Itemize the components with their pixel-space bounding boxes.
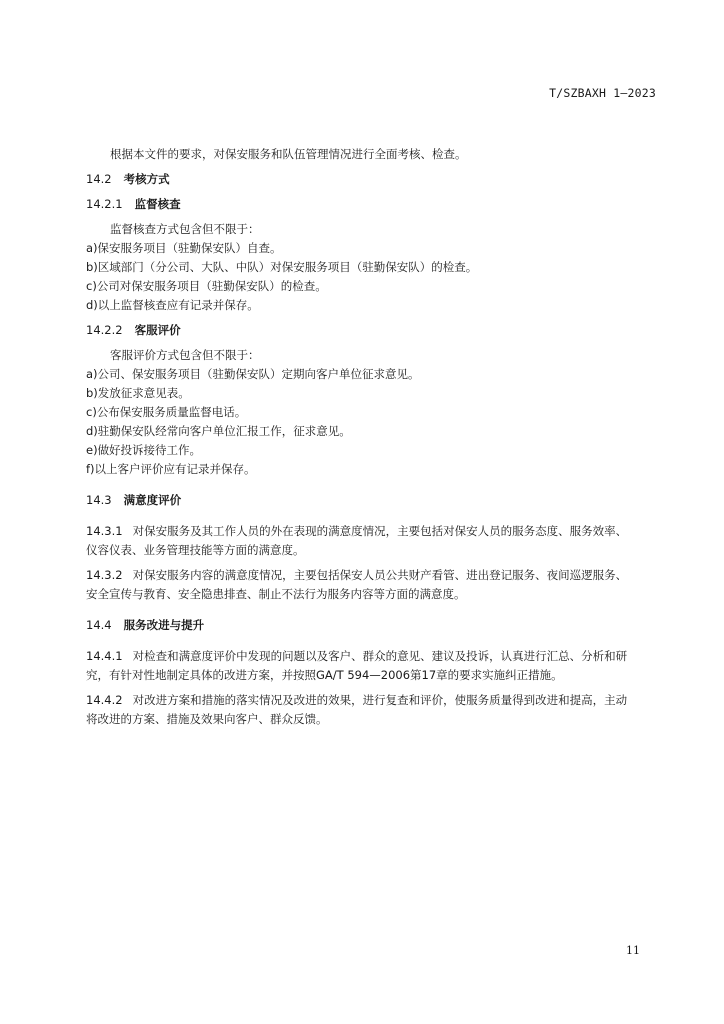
list-text: 以上客户评价应有记录并保存。 — [94, 462, 256, 476]
clause-text: 对改进方案和措施的落实情况及改进的效果，进行复查和评价，使服务质量得到改进和提高，主动将改进的方案、措施及效果向客户、群众反馈。 — [86, 693, 628, 726]
subsection-heading-14-2-1 — [86, 195, 638, 214]
list-item — [86, 441, 638, 460]
subsection-title: 监督核查 — [134, 197, 181, 211]
list-item — [86, 460, 638, 479]
subsection-number: 14.2.1 — [86, 197, 123, 211]
list-item — [86, 277, 638, 296]
section-heading-14-2 — [86, 170, 638, 189]
list-text: 保安服务项目（驻勤保安队）自查。 — [97, 241, 282, 255]
clause-14-3-2 — [86, 566, 638, 604]
list-marker: a) — [86, 367, 98, 381]
clause-number: 14.3.1 — [86, 524, 123, 538]
section-heading-14-4 — [86, 616, 638, 635]
section-title: 满意度评价 — [123, 493, 182, 507]
list-item — [86, 296, 638, 315]
list-text: 发放征求意见表。 — [97, 386, 190, 400]
clause-number: 14.4.1 — [86, 649, 123, 663]
list-text: 公司对保安服务项目（驻勤保安队）的检查。 — [96, 279, 327, 293]
list-text: 公司、保安服务项目（驻勤保安队）定期向客户单位征求意见。 — [97, 367, 420, 381]
section-title: 服务改进与提升 — [123, 618, 205, 632]
list-item — [86, 239, 638, 258]
list-marker: e) — [86, 443, 98, 457]
list-text: 区域部门（分公司、大队、中队）对保安服务项目（驻勤保安队）的检查。 — [97, 260, 478, 274]
clause-text: 对检查和满意度评价中发现的问题以及客户、群众的意见、建议及投诉，认真进行汇总、分析和研究，有针对性地制定具体的改进方案，并按照GA/T 594—2006第17章的要求实施纠正措施。 — [86, 649, 628, 682]
subsection-number: 14.2.2 — [86, 323, 123, 337]
list-marker: c) — [86, 405, 97, 419]
section-number: 14.3 — [86, 493, 112, 507]
list-marker: b) — [86, 260, 98, 274]
clause-number: 14.3.2 — [86, 568, 123, 582]
page-content — [86, 145, 638, 729]
list-marker: b) — [86, 386, 98, 400]
intro-paragraph: 根据本文件的要求，对保安服务和队伍管理情况进行全面考核、检查。 — [110, 147, 467, 161]
list-item — [86, 422, 638, 441]
clause-14-3-1 — [86, 522, 638, 560]
list-item — [86, 258, 638, 277]
clause-text: 对保安服务及其工作人员的外在表现的满意度情况，主要包括对保安人员的服务态度、服务效率、仪容仪表、业务管理技能等方面的满意度。 — [86, 524, 628, 557]
clause-text: 对保安服务内容的满意度情况，主要包括保安人员公共财产看管、进出登记服务、夜间巡逻服务、安全宣传与教育、安全隐患排查、制止不法行为服务内容等方面的满意度。 — [86, 568, 628, 601]
section-title: 考核方式 — [123, 172, 170, 186]
subsection-lead: 监督核查方式包含但不限于： — [110, 222, 260, 236]
clause-14-4-2 — [86, 691, 638, 729]
document-code: T/SZBAXH 1—2023 — [549, 86, 656, 100]
list-marker: a) — [86, 241, 98, 255]
page-number: 11 — [626, 944, 640, 957]
list-marker: f) — [86, 462, 95, 476]
list-text: 以上监督核查应有记录并保存。 — [97, 298, 259, 312]
clause-14-4-1 — [86, 647, 638, 685]
subsection-lead: 客服评价方式包含但不限于： — [110, 348, 260, 362]
list-item — [86, 384, 638, 403]
subsection-heading-14-2-2 — [86, 321, 638, 340]
list-marker: d) — [86, 424, 98, 438]
subsection-title: 客服评价 — [134, 323, 181, 337]
clause-number: 14.4.2 — [86, 693, 123, 707]
list-item — [86, 403, 638, 422]
list-marker: c) — [86, 279, 97, 293]
list-item — [86, 365, 638, 384]
list-text: 做好投诉接待工作。 — [97, 443, 202, 457]
list-text: 公布保安服务质量监督电话。 — [96, 405, 247, 419]
list-text: 驻勤保安队经常向客户单位汇报工作，征求意见。 — [97, 424, 351, 438]
section-number: 14.2 — [86, 172, 112, 186]
list-marker: d) — [86, 298, 98, 312]
section-heading-14-3 — [86, 491, 638, 510]
section-number: 14.4 — [86, 618, 112, 632]
